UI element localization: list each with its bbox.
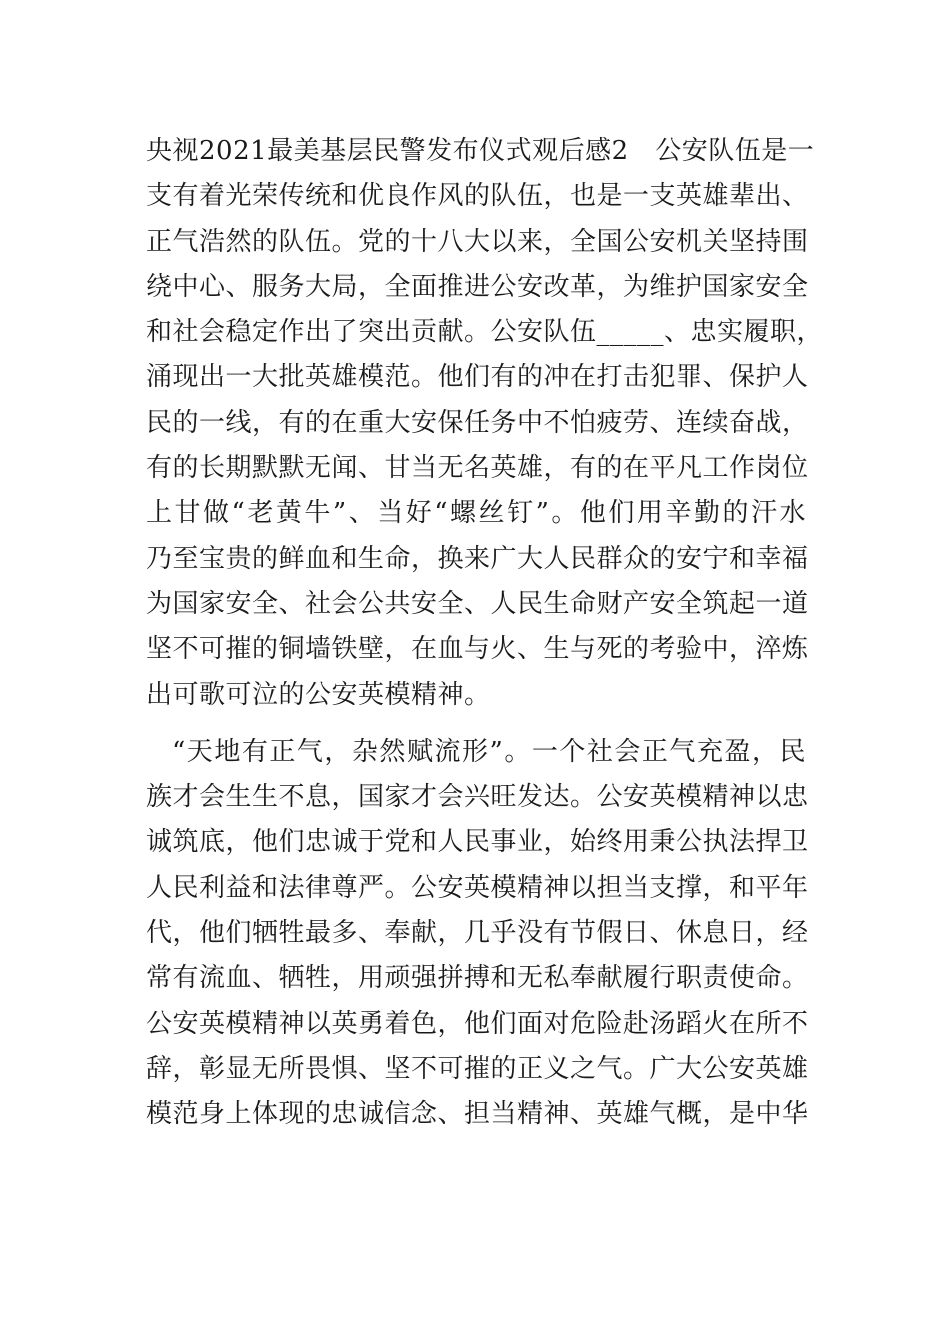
paragraph-gap [146, 718, 806, 730]
text-line: 辞，彰显无所畏惧、坚不可摧的正义之气。广大公安英雄 [146, 1053, 809, 1084]
text-line: 公安英模精神以英勇着色，他们面对危险赴汤蹈火在所不 [146, 1008, 809, 1039]
text-line: 上甘做“老黄牛”、当好“螺丝钉”。他们用辛勤的汗水 [146, 498, 806, 529]
text-line: “天地有正气，杂然赋流形”。一个社会正气充盈，民 [172, 736, 806, 767]
text-line: 和社会稳定作出了突出贡献。公安队伍_____、忠实履职， [146, 317, 824, 348]
text-line: 支有着光荣传统和优良作风的队伍，也是一支英雄辈出、 [146, 181, 809, 212]
text-line: 坚不可摧的铜墙铁壁，在血与火、生与死的考验中，淬炼 [146, 634, 809, 665]
text-line: 常有流血、牺牲，用顽强拼搏和无私奉献履行职责使命。 [146, 963, 809, 994]
text-line: 代，他们牺牲最多、奉献，几乎没有节假日、休息日，经 [146, 918, 809, 949]
document-body [146, 129, 824, 1138]
text-line: 绕中心、服务大局，全面推进公安改革，为维护国家安全 [146, 271, 809, 302]
text-line: 正气浩然的队伍。党的十八大以来，全国公安机关坚持围 [146, 226, 809, 257]
text-line: 诚筑底，他们忠诚于党和人民事业，始终用秉公执法捍卫 [146, 827, 809, 858]
text-line: 人民利益和法律尊严。公安英模精神以担当支撑，和平年 [146, 872, 809, 903]
text-line: 乃至宝贵的鲜血和生命，换来广大人民群众的安宁和幸福 [146, 543, 809, 574]
text-line: 族才会生生不息，国家才会兴旺发达。公安英模精神以忠 [146, 782, 809, 813]
text-line: 央视2021最美基层民警发布仪式观后感2 公安队伍是一 [146, 136, 815, 166]
text-line: 有的长期默默无闻、甘当无名英雄，有的在平凡工作岗位 [146, 453, 809, 484]
text-line: 模范身上体现的忠诚信念、担当精神、英雄气概，是中华 [146, 1099, 809, 1130]
text-line: 出可歌可泣的公安英模精神。 [146, 679, 491, 710]
text-line: 涌现出一大批英雄模范。他们有的冲在打击犯罪、保护人 [146, 362, 809, 393]
text-line: 民的一线，有的在重大安保任务中不怕疲劳、连续奋战， [146, 407, 809, 438]
text-line: 为国家安全、社会公共安全、人民生命财产安全筑起一道 [146, 588, 809, 619]
paragraph-1 [146, 129, 824, 718]
paragraph-2 [146, 730, 809, 1138]
